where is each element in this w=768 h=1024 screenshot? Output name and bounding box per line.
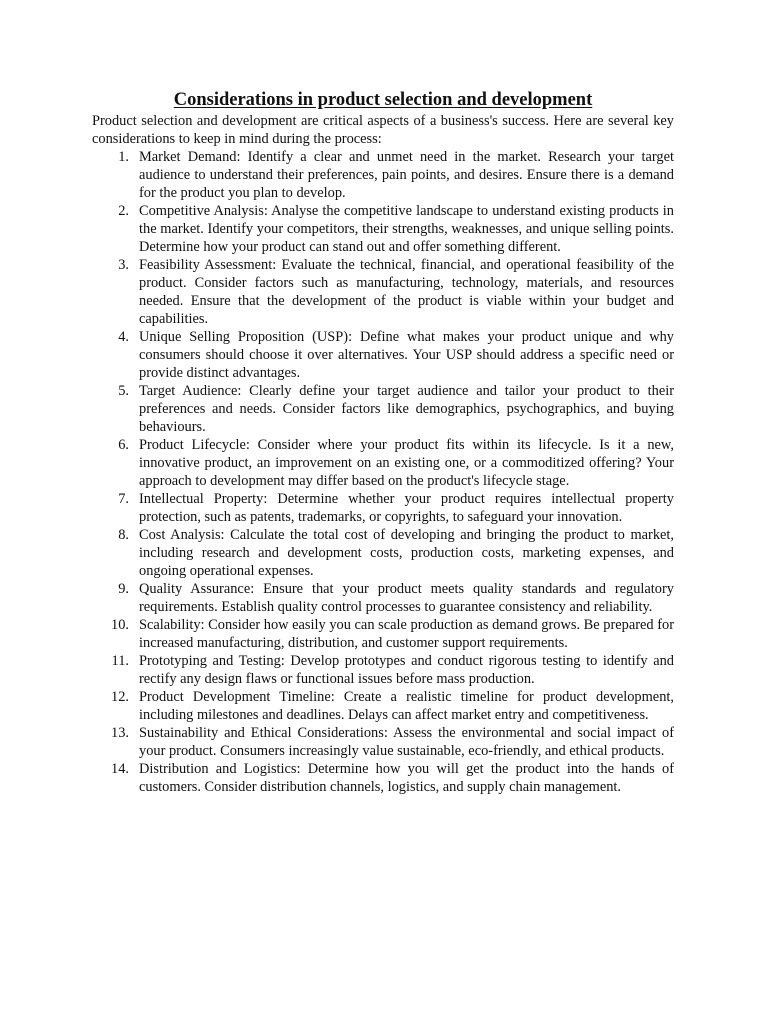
- list-item-number: 4.: [118, 329, 129, 345]
- list-item-text: Sustainability and Ethical Considerations: Assess the environmental and social impact of your product. Consumers increasingly value sustainable, eco-friendly, and ethical products.: [139, 725, 674, 759]
- list-item-text: Product Lifecycle: Consider where your product fits within its lifecycle. Is it a new, innovative product, an improvement on an existing one, or a commoditized offering? Your approach to development may differ based on the product's lifecycle stage.: [139, 437, 674, 489]
- list-item-number: 9.: [118, 581, 129, 597]
- list-item-text: Scalability: Consider how easily you can scale production as demand grows. Be prepared for increased manufacturing, distribution, and customer support requirements.: [139, 617, 674, 651]
- list-item-text: Prototyping and Testing: Develop prototypes and conduct rigorous testing to identify and rectify any design flaws or functional issues before mass production.: [139, 653, 674, 687]
- list-item-number: 13.: [111, 725, 129, 741]
- list-item: [92, 760, 674, 796]
- list-item-text: Cost Analysis: Calculate the total cost of developing and bringing the product to market, including research and development costs, production costs, marketing expenses, and ongoing operational expenses.: [139, 527, 674, 579]
- document-title: Considerations in product selection and development: [173, 90, 593, 110]
- document-page: [92, 88, 674, 796]
- list-item-number: 12.: [111, 689, 129, 705]
- list-item: [92, 652, 674, 688]
- list-item-number: 8.: [118, 527, 129, 543]
- list-item: [92, 580, 674, 616]
- list-item: [92, 382, 674, 436]
- list-item-number: 6.: [118, 437, 129, 453]
- list-item-text: Distribution and Logistics: Determine how you will get the product into the hands of customers. Consider distribution channels, logistics, and supply chain management.: [139, 761, 674, 795]
- list-item: [92, 202, 674, 256]
- considerations-list: [92, 148, 674, 796]
- list-item-number: 14.: [111, 761, 129, 777]
- list-item: [92, 328, 674, 382]
- list-item-number: 2.: [118, 203, 129, 219]
- list-item-text: Intellectual Property: Determine whether your product requires intellectual property protection, such as patents, trademarks, or copyrights, to safeguard your innovation.: [139, 491, 674, 525]
- list-item-text: Feasibility Assessment: Evaluate the technical, financial, and operational feasibility of the product. Consider factors such as manufacturing, technology, materials, and resources needed. Ensure that the development of the product is viable within your budget and capabilities.: [139, 257, 674, 327]
- list-item-text: Competitive Analysis: Analyse the competitive landscape to understand existing products in the market. Identify your competitors, their strengths, weaknesses, and unique selling points. Determine how your product can stand out and offer something different.: [139, 203, 674, 255]
- list-item-text: Target Audience: Clearly define your target audience and tailor your product to their preferences and needs. Consider factors like demographics, psychographics, and buying behaviours.: [139, 383, 674, 435]
- list-item: [92, 148, 674, 202]
- list-item-text: Product Development Timeline: Create a realistic timeline for product development, including milestones and deadlines. Delays can affect market entry and competitiveness.: [139, 689, 674, 723]
- list-item: [92, 256, 674, 328]
- list-item-number: 10.: [111, 617, 129, 633]
- list-item-number: 11.: [111, 653, 129, 669]
- list-item: [92, 724, 674, 760]
- list-item: [92, 526, 674, 580]
- list-item: [92, 490, 674, 526]
- list-item: [92, 436, 674, 490]
- list-item-text: Unique Selling Proposition (USP): Define what makes your product unique and why consumers should choose it over alternatives. Your USP should address a specific need or provide distinct advantages.: [139, 329, 674, 381]
- intro-paragraph: Product selection and development are critical aspects of a business's success. Here are several key considerations to keep in mind during the process:: [92, 113, 674, 147]
- list-item-number: 5.: [118, 383, 129, 399]
- list-item-text: Quality Assurance: Ensure that your product meets quality standards and regulatory requirements. Establish quality control processes to guarantee consistency and reliability.: [139, 581, 674, 615]
- list-item: [92, 688, 674, 724]
- list-item: [92, 616, 674, 652]
- list-item-number: 3.: [118, 257, 129, 273]
- list-item-number: 1.: [118, 149, 129, 165]
- list-item-number: 7.: [118, 491, 129, 507]
- list-item-text: Market Demand: Identify a clear and unmet need in the market. Research your target audience to understand their preferences, pain points, and desires. Ensure there is a demand for the product you plan to develop.: [139, 149, 674, 201]
